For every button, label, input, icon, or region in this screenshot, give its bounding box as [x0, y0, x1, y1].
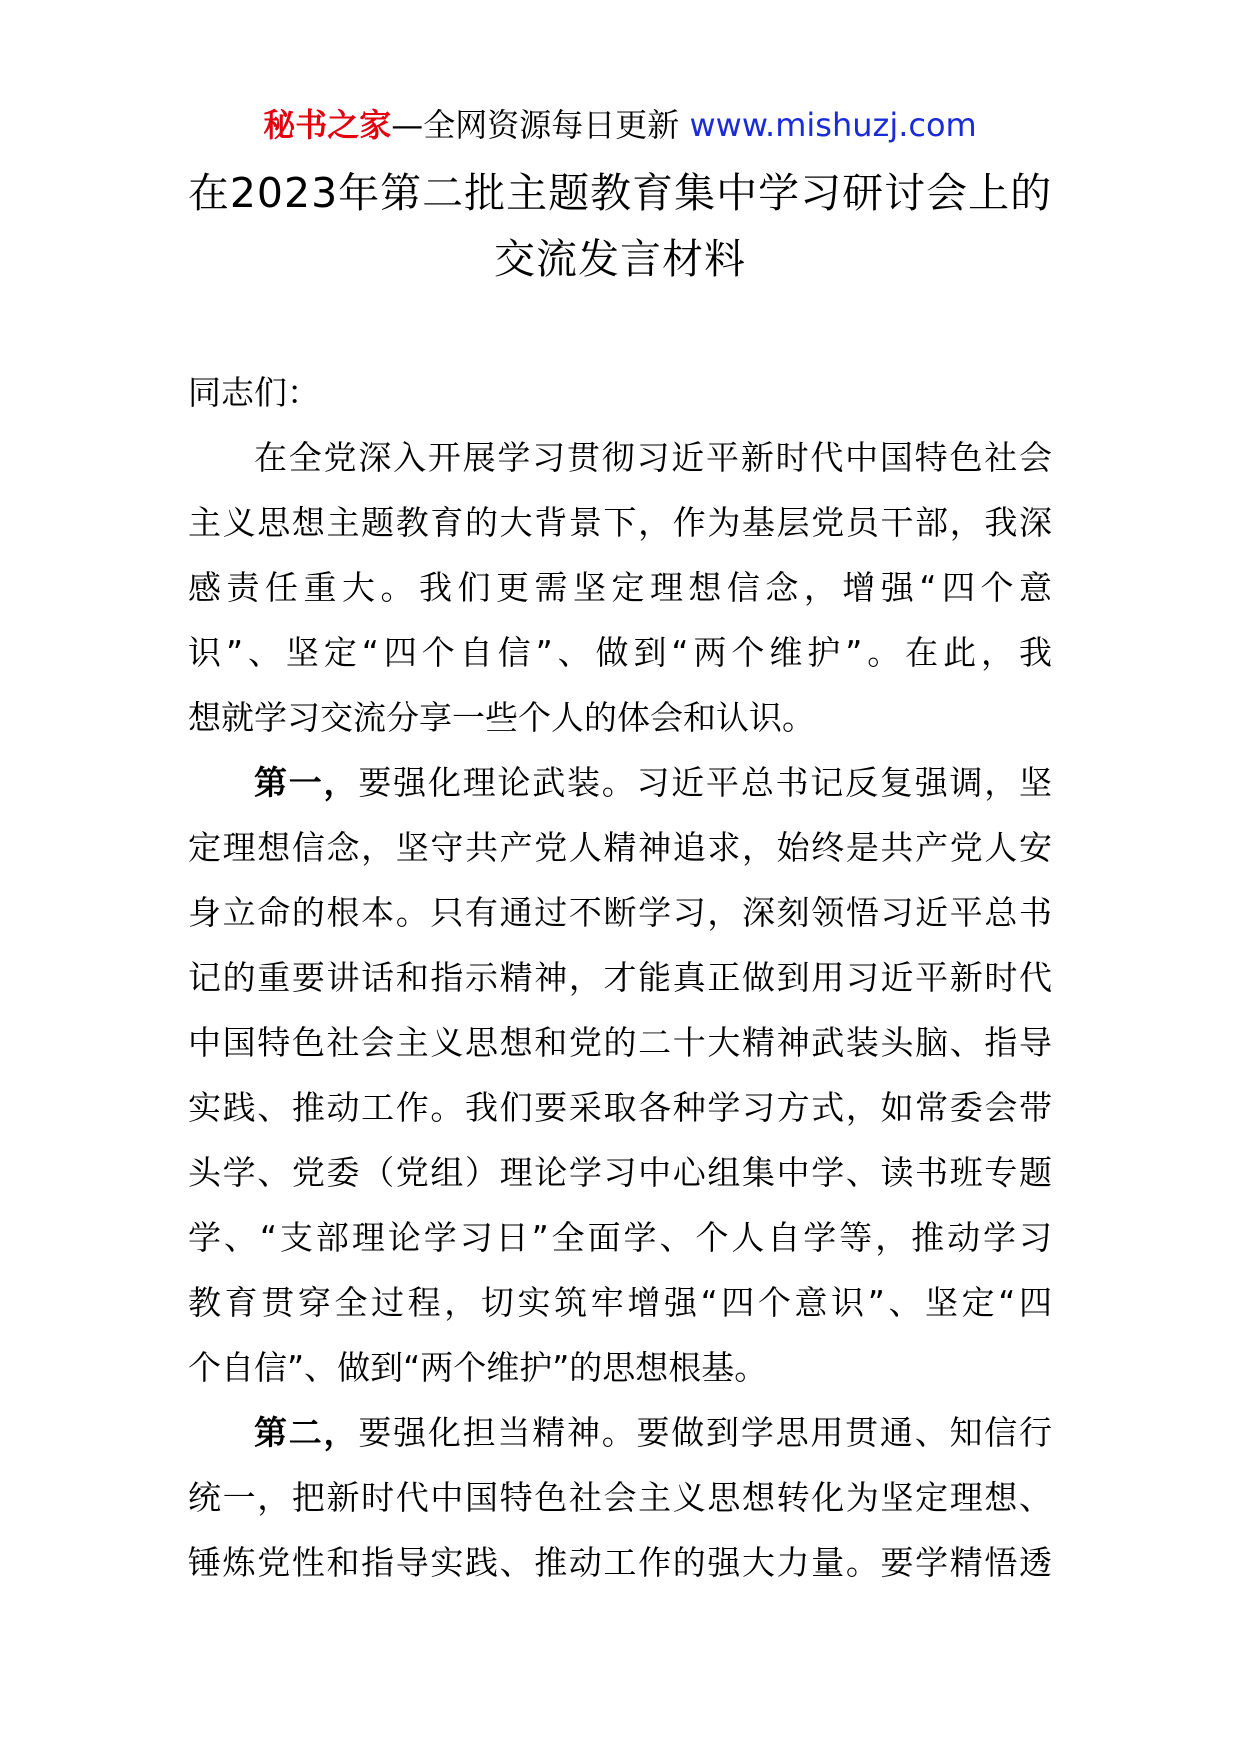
document-title-line-2: 交流发言材料	[494, 235, 746, 283]
paragraph-2-line: 实践、推动工作。我们要采取各种学习方式，如常委会带	[188, 1088, 1052, 1127]
header-tagline: —全网资源每日更新	[391, 106, 690, 144]
brand-name: 秘书之家	[263, 106, 392, 144]
paragraph-3-line	[188, 1400, 1052, 1465]
paragraph-2-line: 记的重要讲话和指示精神，才能真正做到用习近平新时代	[188, 958, 1052, 997]
paragraph-2-line: 教育贯穿全过程，切实筑牢增强“四个意识”、坚定“四	[188, 1283, 1052, 1322]
paragraph-1-line: 想就学习交流分享一些个人的体会和认识。	[188, 698, 815, 737]
paragraph-3-text: 要强化担当精神。要做到学思用贯通、知信行	[358, 1413, 1053, 1452]
site-url[interactable]: www.mishuzj.com	[689, 106, 977, 144]
paragraph-2-lead: 第一，	[254, 763, 359, 802]
paragraph-1-line: 识”、坚定“四个自信”、做到“两个维护”。在此，我	[188, 633, 1052, 672]
paragraph-2-line: 个自信”、做到“两个维护”的思想根基。	[188, 1348, 768, 1387]
paragraph-2-text: 要强化理论武装。习近平总书记反复强调，坚	[358, 763, 1053, 802]
paragraph-3-line: 锤炼党性和指导实践、推动工作的强大力量。要学精悟透	[188, 1543, 1052, 1582]
document-body	[188, 360, 1052, 1595]
paragraph-1-line: 主义思想主题教育的大背景下，作为基层党员干部，我深	[188, 503, 1052, 542]
site-header	[0, 103, 1240, 147]
paragraph-1-line: 在全党深入开展学习贯彻习近平新时代中国特色社会	[254, 438, 1052, 477]
paragraph-2-line: 头学、党委（党组）理论学习中心组集中学、读书班专题	[188, 1153, 1052, 1192]
paragraph-2-line: 定理想信念，坚守共产党人精神追求，始终是共产党人安	[188, 828, 1052, 867]
paragraph-2-line	[188, 750, 1052, 815]
paragraph-1-line: 感责任重大。我们更需坚定理想信念，增强“四个意	[188, 568, 1052, 607]
paragraph-3-line: 统一，把新时代中国特色社会主义思想转化为坚定理想、	[188, 1478, 1052, 1517]
paragraph-2-line: 中国特色社会主义思想和党的二十大精神武装头脑、指导	[188, 1023, 1052, 1062]
salutation: 同志们：	[188, 373, 320, 412]
paragraph-2-line: 学、“支部理论学习日”全面学、个人自学等，推动学习	[188, 1218, 1052, 1257]
paragraph-3-lead: 第二，	[254, 1413, 359, 1452]
paragraph-2-line: 身立命的根本。只有通过不断学习，深刻领悟习近平总书	[188, 893, 1052, 932]
document-title-line-1: 在2023年第二批主题教育集中学习研讨会上的	[187, 169, 1053, 217]
